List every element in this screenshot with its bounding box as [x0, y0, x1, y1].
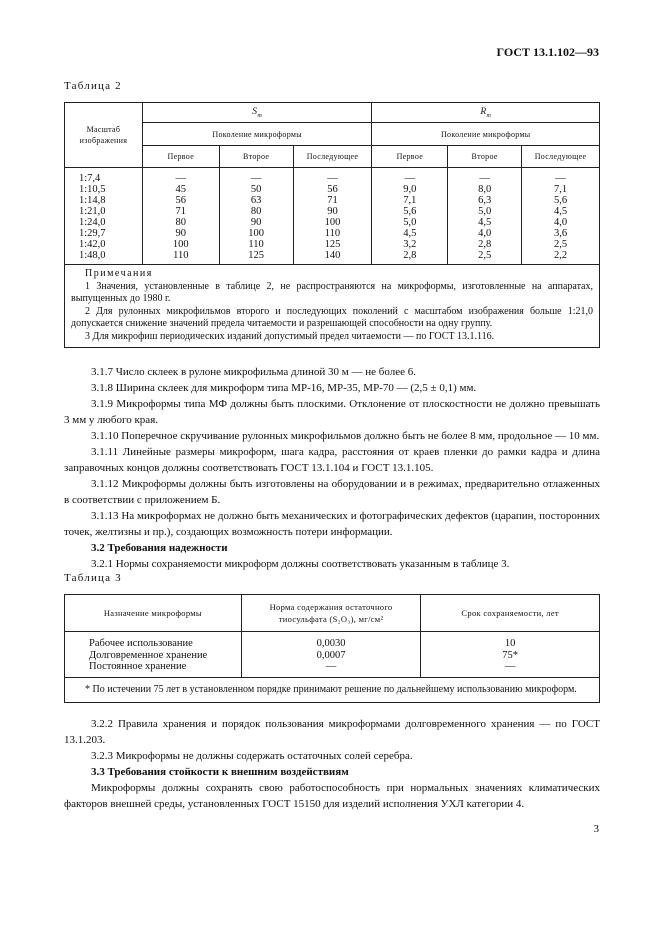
s-gen-next: Последующее: [293, 146, 372, 168]
note-3: 3 Для микрофиш периодических изданий допустимый предел читаемости — по ГОСТ 13.1.116.: [85, 330, 495, 342]
para-3-2-2: 3.2.2 Правила хранения и порядок пользования микроформами долговременного хранения — по ГОСТ 13.1.203.: [64, 718, 600, 746]
table-3-footnote: * По истечении 75 лет в установленном порядке принимают решение по дальнейшему использованию микроформ.: [65, 677, 600, 702]
thiosulfate-header: Норма содержания остаточного тиосульфата (S₂O₃), мг/см²: [241, 595, 421, 632]
document-id: ГОСТ 13.1.102—93: [496, 45, 599, 59]
para-3-2-3: 3.2.3 Микроформы не должны содержать остаточных солей серебра.: [91, 750, 413, 762]
para-3-1-9: 3.1.9 Микроформы типа МФ должны быть плоскими. Отклонение от плоскостности не должно превышать 3 мм у любого края.: [64, 398, 600, 426]
table-3-body: [65, 632, 600, 678]
section-3-2-continued: [64, 716, 600, 812]
storage-term-header: Срок сохраняемости, лет: [421, 595, 600, 632]
para-3-1-12: 3.1.12 Микроформы должны быть изготовлены на оборудовании и в режимах, предварительно отлаженных в соответствии с приложением Б.: [64, 478, 600, 506]
s-next-column: — 56 71 90 100 110 125 140: [293, 168, 372, 265]
section-3-2-heading: 3.2 Требования надежности: [91, 542, 228, 554]
scale-header: Масштаб изображения: [65, 103, 143, 168]
table-3: [64, 594, 600, 703]
table-2-body: [65, 168, 600, 265]
para-3-2-1: 3.2.1 Нормы сохраняемости микроформ должны соответствовать указанным в таблице 3.: [91, 558, 510, 570]
para-3-1-13: 3.1.13 На микроформах не должно быть механических и фотографических дефектов (царапин, посторонних точек, желтизны и пр.), создающих возможность потери информации.: [64, 510, 600, 538]
para-3-1-8: 3.1.8 Ширина склеек для микроформ типа МР-16, МР-35, МР-70 — (2,5 ± 0,1) мм.: [91, 382, 477, 394]
note-1: 1 Значения, установленные в таблице 2, не распространяются на микроформы, изготовленные на аппаратах, выпущенных до 1980 г.: [71, 280, 593, 304]
s-first-column: — 45 56 71 80 90 100 110: [142, 168, 219, 265]
note-2: 2 Для рулонных микрофильмов второго и последующих поколений с масштабом изображения больше 1:21,0 допускается снижение значений предела читаемости и разрешающей способности на одну группу.: [71, 305, 593, 329]
r-second-column: — 8,0 6,3 5,0 4,5 4,0 2,8 2,5: [448, 168, 522, 265]
table-2: [64, 102, 600, 348]
page-number: 3: [593, 823, 599, 835]
s-second-column: — 50 63 80 90 100 110 125: [219, 168, 293, 265]
para-3-3: Микроформы должны сохранять свою работоспособность при нормальных значениях климатических факторов внешней среды, установленных ГОСТ 15150 для изделий исполнения УХЛ категории 4.: [64, 782, 600, 810]
para-3-1-11: 3.1.11 Линейные размеры микроформ, шага кадра, расстояния от краев пленки до рамки кадра и длина заправочных концов должны соответствовать ГОСТ 13.1.104 и ГОСТ 13.1.105.: [64, 446, 600, 474]
section-3-3-heading: 3.3 Требования стойкости к внешним воздействиям: [91, 766, 349, 778]
table-2-caption: Таблица 2: [64, 80, 122, 92]
s-generation-header: Поколение микроформы: [142, 123, 372, 146]
r-gen-first: Первое: [372, 146, 448, 168]
notes-title: Примечания: [85, 268, 153, 279]
storage-term-column: 10 75* —: [421, 632, 600, 678]
s-group-header: $S_m$: [142, 103, 372, 123]
r-group-header: $R_m$: [372, 103, 600, 123]
purpose-column: Рабочее использование Долговременное хранение Постоянное хранение: [65, 632, 242, 678]
r-gen-next: Последующее: [522, 146, 600, 168]
thiosulfate-column: 0,0030 0,0007 —: [241, 632, 421, 678]
para-3-1-7: 3.1.7 Число склеек в рулоне микрофильма длиной 30 м — не более 6.: [91, 366, 416, 378]
table-2-notes: [65, 265, 600, 348]
purpose-header: Назначение микроформы: [65, 595, 242, 632]
r-next-column: — 7,1 5,6 4,5 4,0 3,6 2,5 2,2: [522, 168, 600, 265]
s-gen-first: Первое: [142, 146, 219, 168]
r-generation-header: Поколение микроформы: [372, 123, 600, 146]
r-gen-second: Второе: [448, 146, 522, 168]
para-3-1-10: 3.1.10 Поперечное скручивание рулонных микрофильмов должно быть не более 8 мм, продольное — 10 мм.: [91, 430, 600, 442]
scale-column: 1:7,4 1:10,5 1:14,8 1:21,0 1:24,0 1:29,7 1:42,0 1:48,0: [65, 168, 143, 265]
table-3-caption: Таблица 3: [64, 572, 122, 584]
s-gen-second: Второе: [219, 146, 293, 168]
r-first-column: — 9,0 7,1 5,6 5,0 4,5 3,2 2,8: [372, 168, 448, 265]
section-3-1-text: [64, 364, 600, 572]
